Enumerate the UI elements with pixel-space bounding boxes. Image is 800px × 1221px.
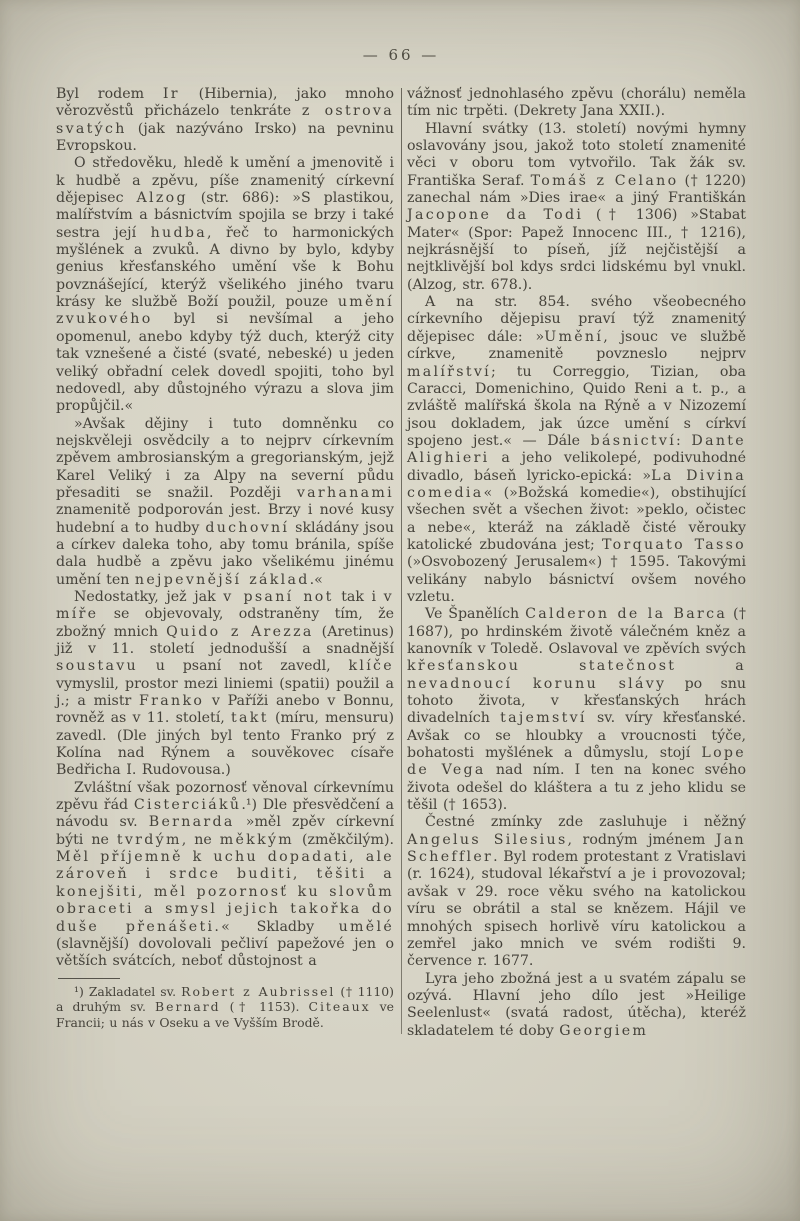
column-right: [407, 86, 746, 1040]
text-run: Čestné zmínky zde zasluhuje i něžný: [425, 814, 746, 831]
text-run: ; tu Correggio, Tizian, oba Caracci, Domenichino, Quido Reni a t. p., a zvláště malířská škola na Rýně a v Nizozemí jsou dokladem, jak úzce umění s církví spojeno jest.« — Dále: [407, 363, 746, 449]
emphasized-text: Lope de Vega: [407, 745, 746, 779]
text-run: Zvláštní však pozornosť věnoval církevnímu zpěvu řád: [56, 779, 394, 814]
text-run: , rodným jménem: [567, 831, 716, 848]
page-number: — 66 —: [362, 46, 440, 64]
text-run: O středověku, hledě k umění a jmenovitě i k hudbě a zpěvu, píše znamenitý církevní dějepisec: [56, 155, 394, 207]
text-run: († 1153).: [220, 999, 309, 1015]
emphasized-text: z ostrova svatých: [56, 103, 394, 137]
text-run: (Hibernia), jako mnoho věrozvěstů přicházelo tenkráte: [56, 86, 394, 120]
text-run: »Avšak dějiny i tuto domněnku co nejskvěleji osvědcily a to nejprv církevním zpěvem ambrosianským a gregorianským, jejž Karel Veliký i za Alpy na severní půdu přesaditi se snažil. Později: [56, 415, 394, 501]
column-left: [56, 86, 394, 1040]
emphasized-text: soustavu: [56, 658, 138, 675]
emphasized-text: Cisterciáků: [133, 797, 242, 814]
emphasized-text: Bernarda: [148, 814, 235, 831]
text-run: , řeč to harmonických myšlének a zvuků. A divno by bylo, kdyby genius křesťanského umění vše k Bohu povznášející, kterýž všelikého jiného tvaru krásy ke službě Boží použil, pouze: [56, 224, 394, 311]
paragraph: [407, 294, 746, 606]
text-run: .¹) Dle přesvědčení a návodu sv.: [56, 797, 394, 831]
text-run: po snu tohoto života, v křesťanských hrách divadelních: [407, 675, 746, 727]
emphasized-text: Angelus Silesius: [407, 831, 568, 848]
emphasized-text: Torquato Tasso: [602, 536, 746, 553]
paragraph: [56, 589, 394, 780]
text-run: nad ním. I ten na konec svého života odešel do kláštera a tu z jeho klidu se těšil († 1653).: [407, 762, 746, 814]
text-run: (Aretinus) již v 11. století jednodušší a snadnější: [56, 623, 394, 657]
text-run: (str. 686): »S plastikou, malířstvím a básnictvím spojila se brzy i také sestra její: [56, 190, 394, 241]
emphasized-text: La Divina comedia: [407, 467, 746, 501]
text-run: ¹) Zakladatel sv.: [74, 983, 182, 999]
footnote-separator-rule: [58, 978, 120, 979]
emphasized-text: tajemství: [500, 710, 587, 727]
text-run: Nedostatky, jež jak: [74, 588, 224, 605]
paragraph: [56, 86, 394, 155]
emphasized-text: Calderon de la Barca: [525, 606, 728, 623]
paragraph: [407, 606, 746, 814]
emphasized-text: měkkým: [219, 831, 295, 848]
emphasized-text: Ir: [162, 86, 180, 102]
emphasized-text: Franko: [139, 693, 205, 710]
text-run: († 1220) zanechal nám »Dies irae« a jiný Františkán: [407, 172, 747, 207]
text-run: v Paříži anebo v Bonnu, rovněž as v 11. století,: [56, 693, 394, 727]
emphasized-text: básnictví: [590, 432, 677, 449]
text-run: Ve Španělích: [425, 606, 526, 623]
text-run: († 1306) »Stabat Mater« (Spor: Papež Innocenc III., † 1216), nejkrásnější to píseň, jíž nejčistější a nejtklivější bol kdys srdci lidskému byl vnukl. (Alzog, str. 678.).: [407, 207, 746, 293]
text-run: († 1110) a druhým sv.: [56, 983, 394, 1015]
column-left-text: [56, 86, 394, 971]
text-run: « (»Božská komedie«), obstihující všechen svět a všechen život: »peklo, očistec a nebe«, kteráž na základě čisté věrouky katolické zbudována jest;: [407, 484, 746, 553]
text-run: znamenitě podporován jest. Brzy i nové kusy hudební a to hudby: [56, 502, 394, 536]
emphasized-text: křesťanskou statečnost a nevadnoucí korunu slávy: [407, 658, 746, 692]
column-divider-rule: [401, 88, 402, 1034]
text-run: u psaní not zavedl,: [137, 658, 349, 675]
emphasized-text: Bernard: [155, 999, 221, 1015]
text-run: byl si nevšímal a jeho opomenul, anebo kdyby týž duch, kterýž city tak vznešené a čisté (svaté, nebeské) u jeden veliký obřadní celek dovedl spojiti, toho byl nedovedl, aby důstojného výrazu a slova jim propůjčil.«: [56, 311, 394, 415]
text-run: tak i: [333, 588, 384, 605]
text-run: vážnosť jednohlasého zpěvu (chorálu) neměla tím nic trpěti. (Dekrety Jana XXII.).: [407, 86, 746, 120]
text-run: ve Francii; u nás v Oseku a ve Vyšším Brodě.: [56, 999, 395, 1030]
paragraph: [407, 814, 746, 970]
text-run: Skladby: [232, 918, 339, 935]
paragraph: [56, 416, 394, 589]
text-run: se objevovaly, odstraněny tím, že zbožný mnich: [56, 606, 394, 640]
emphasized-text: Jan Scheffler: [407, 831, 746, 866]
paragraph: [56, 780, 394, 971]
text-run: , ne: [181, 831, 220, 848]
emphasized-text: nejpevnější základ: [134, 571, 310, 588]
text-run: († 1687), po hrdinském životě válečném kněz a kanovník v Toledě. Oslavoval ve zpěvích svých: [407, 606, 746, 657]
text-run: .«: [309, 571, 323, 588]
text-run: (míru, mensuru) zavedl. (Dle jiných byl tento Franko prý z Kolína nad Rýnem a souvěkovec císaře Bedřicha I. Rudovousa.): [56, 710, 394, 779]
emphasized-text: Quido z Arezza: [166, 623, 314, 640]
paragraph: [407, 86, 746, 121]
emphasized-text: Robert z Aubrissel: [181, 983, 336, 999]
emphasized-text: varhanami: [296, 484, 394, 501]
text-run: Lyra jeho zbožná jest a u svatém zápalu se ozývá. Hlavní jeho dílo jest »Heilige Seelenlust« (svatá radost, útěcha), kteréž skladatelem té doby: [407, 970, 746, 1039]
emphasized-text: Umění: [544, 328, 604, 345]
text-run: Hlavní svátky (13. století) novými hymny oslavovány jsou, jakož toto století znamenité věci v oboru tom vytvořilo. Tak žák sv. Františka Seraf.: [407, 120, 746, 189]
text-run: (jak nazýváno Irsko) na pevninu Evropskou.: [56, 120, 394, 155]
emphasized-text: klíče: [348, 658, 394, 675]
emphasized-text: umění zvukového: [56, 294, 394, 328]
emphasized-text: Alzog: [136, 190, 188, 207]
emphasized-text: v míře: [56, 588, 394, 623]
paragraph: [56, 155, 394, 415]
emphasized-text: tvrdým: [116, 831, 182, 848]
emphasized-text: hudba: [150, 224, 207, 241]
text-run: . Byl rodem protestant z Vratislavi (r. 1624), studoval lékařství a je i provozoval; avšak v 29. roce věku svého na katolickou víru se obrátil a stal se knězem. Hájil ve mnohých spisech horlivě víru katolickou a zemřel jako mnich ve svém rodišti 9. července r. 1677.: [407, 849, 746, 970]
paragraph: [407, 971, 746, 1040]
emphasized-text: Měl příjemně k uchu dopadati, ale zároveň i srdce buditi, těšiti a konejšiti, měl pozornosť ku slovům obraceti a smysl jejich takořka do duše přenášeti.«: [56, 849, 394, 935]
emphasized-text: v psaní not: [223, 588, 334, 605]
paragraph: [407, 121, 746, 294]
text-run: vymyslil, prostor mezi liniemi (spatii) použil a j.; a mistr: [56, 675, 394, 710]
text-run: , jsouc ve službě církve, znamenitě povzneslo nejprv: [407, 328, 746, 363]
text-run: »měl zpěv církevní býti ne: [56, 814, 395, 848]
text-run: (slavnější) dovolovali pečliví papežové jen o větších svátcích, neboť důstojnost a: [56, 935, 394, 970]
text-run: skládány jsou a církev daleka toho, aby tomu bránila, spíše dala hudbě a zpěvu jako všelikému jinému umění ten: [56, 519, 394, 588]
footnote-text: [56, 984, 394, 1031]
text-run: (změkčilým).: [294, 831, 395, 848]
text-run: a jeho velikolepé, podivuhodné divadlo, báseň lyricko-epická: »: [407, 450, 746, 484]
column-right-text: [407, 86, 746, 1040]
text-run: A na str. 854. svého všeobecného církevního dějepisu praví týž znamenitý dějepisec dále: »: [407, 294, 746, 345]
footnote: [56, 984, 394, 1031]
emphasized-text: duchovní: [205, 519, 290, 536]
text-columns: [56, 86, 746, 1040]
emphasized-text: Georgiem: [559, 1022, 649, 1039]
emphasized-text: Tomáš z Celano: [530, 172, 679, 189]
text-run: Byl rodem: [56, 86, 163, 102]
emphasized-text: malířství: [407, 363, 492, 380]
emphasized-text: umělé: [338, 918, 395, 935]
emphasized-text: takt: [231, 710, 269, 727]
text-run: sv. víry křesťanské. Avšak co se hloubky a vroucnosti týče, bohatosti myšlének a důmyslu, stojí: [407, 710, 746, 762]
text-run: :: [676, 432, 692, 449]
emphasized-text: Dante Alighieri: [407, 432, 746, 467]
emphasized-text: Jacopone da Todi: [407, 207, 584, 224]
emphasized-text: Citeaux: [308, 999, 371, 1015]
text-run: (»Osvobozený Jerusalem«) † 1595. Takovými velikány nabylo básnictví ovšem nového vzletu.: [407, 554, 746, 605]
